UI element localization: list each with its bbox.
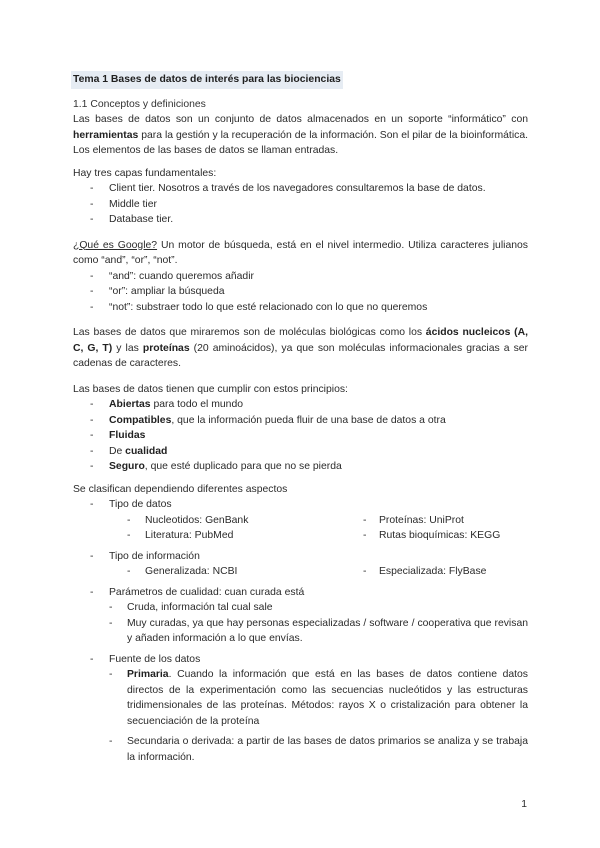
list-item: - Especializada: FlyBase bbox=[363, 564, 486, 580]
molecules-bold-b: ácidos nucleicos (A, C, G, T) bbox=[73, 327, 528, 354]
list-item: - Proteínas: UniProt bbox=[363, 513, 464, 529]
google-question: ¿Qué es Google? bbox=[73, 239, 158, 251]
principle-bold: Fluidas bbox=[109, 430, 146, 441]
principle-bold: cualidad bbox=[125, 445, 168, 457]
list-item: - Client tier. Nosotros a través de los navegadores consultaremos la base de datos. bbox=[73, 181, 528, 197]
list-item bbox=[73, 667, 528, 729]
list-item: - Database tier. bbox=[73, 212, 528, 228]
page-number: 1 bbox=[521, 799, 527, 810]
molecules-text-c: y las bbox=[112, 342, 143, 354]
intro-bold: herramientas bbox=[73, 129, 139, 141]
list-row bbox=[73, 528, 528, 544]
page-title: Tema 1 Bases de datos de interés para las biociencias bbox=[71, 71, 343, 89]
principles-list bbox=[73, 397, 528, 475]
list-item: - “or”: ampliar la búsqueda bbox=[73, 284, 528, 300]
list-item bbox=[73, 428, 528, 444]
list-item bbox=[73, 459, 528, 475]
list-row bbox=[73, 513, 528, 529]
document-page bbox=[73, 68, 528, 765]
principles-intro: Las bases de datos tienen que cumplir con estos principios: bbox=[73, 383, 348, 395]
list-item bbox=[73, 444, 528, 460]
list-item: - Literatura: PubMed bbox=[73, 528, 363, 544]
list-item: - Nucleotidos: GenBank bbox=[73, 513, 363, 529]
list-item: - Rutas bioquímicas: KEGG bbox=[363, 528, 500, 544]
operators-list bbox=[73, 269, 528, 316]
molecules-paragraph bbox=[73, 325, 528, 372]
principle-bold: Seguro bbox=[109, 461, 145, 472]
list-row bbox=[73, 564, 528, 580]
list-item: - Cruda, información tal cual sale bbox=[73, 600, 528, 616]
tiers-list bbox=[73, 181, 528, 228]
list-item: - Generalizada: NCBI bbox=[73, 564, 363, 580]
google-paragraph bbox=[73, 238, 528, 269]
list-item: - Parámetros de cualidad: cuan curada está bbox=[73, 585, 528, 601]
tiers-intro: Hay tres capas fundamentales: bbox=[73, 167, 217, 179]
list-item: - Fuente de los datos bbox=[73, 652, 528, 668]
classify-intro: Se clasifican dependiendo diferentes aspectos bbox=[73, 483, 288, 495]
intro-text-c: para la gestión y la recuperación de la información. Son el pilar de la bioinformática. Los elementos de las bases de datos se llaman entradas. bbox=[73, 129, 528, 156]
principle-text: , que la información pueda fluir de una base de datos a otra bbox=[171, 414, 446, 426]
intro-paragraph bbox=[73, 112, 528, 159]
list-item: - Muy curadas, ya que hay personas especializadas / software / cooperativa que revisan y añaden información a lo que envías. bbox=[73, 616, 528, 647]
intro-text-a: Las bases de datos son un conjunto de datos almacenados en un soporte “informático” con bbox=[73, 114, 528, 125]
molecules-bold-d: proteínas bbox=[142, 342, 190, 354]
list-item bbox=[73, 413, 528, 429]
list-item: - Tipo de datos bbox=[73, 497, 528, 513]
list-item: - Middle tier bbox=[73, 197, 528, 213]
list-item bbox=[73, 397, 528, 413]
list-item: - Secundaria o derivada: a partir de las bases de datos primarios se analiza y se trabaja la información. bbox=[73, 734, 528, 765]
molecules-text-a: Las bases de datos que miraremos son de moléculas biológicas como los bbox=[73, 327, 426, 338]
google-text: Un motor de búsqueda, está en el nivel intermedio. Utiliza caracteres julianos como “and”, “or”, “not”. bbox=[73, 239, 528, 266]
list-item: - “not”: substraer todo lo que esté relacionado con lo que no queremos bbox=[73, 300, 528, 316]
section-heading: 1.1 Conceptos y definiciones bbox=[73, 98, 206, 110]
principle-text: , que esté duplicado para que no se pierda bbox=[144, 461, 342, 472]
principle-bold: Abiertas bbox=[109, 399, 151, 410]
principle-bold: Compatibles bbox=[109, 414, 172, 426]
molecules-text-e: (20 aminoácidos), ya que son moléculas informacionales gracias a ser cadenas de caracteres. bbox=[73, 342, 529, 369]
primaria-bold: Primaria bbox=[127, 669, 169, 680]
classify-list bbox=[73, 497, 528, 765]
primaria-text: . Cuando la información que está en las bases de datos contiene datos directos de la experimentación como las secuencias nucleótidos y las estructuras tridimensionales de las proteínas. Métodos: rayos X o cristalización para obtener la secuenciación de la proteína bbox=[127, 669, 528, 727]
list-item: - Tipo de información bbox=[73, 549, 528, 565]
principle-text: para todo el mundo bbox=[150, 399, 244, 410]
principle-pre: De bbox=[109, 445, 126, 457]
list-item: - “and”: cuando queremos añadir bbox=[73, 269, 528, 285]
